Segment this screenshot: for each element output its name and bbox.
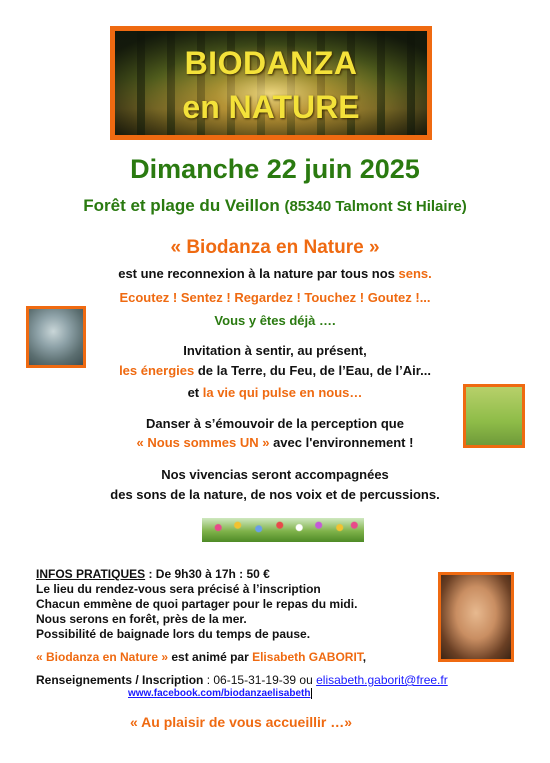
dragonfly-photo [26,306,86,368]
infos-line: Le lieu du rendez-vous sera précisé à l’inscription [36,582,321,596]
facebook-link[interactable]: www.facebook.com/biodanzaelisabeth [128,688,311,699]
email-link[interactable]: elisabeth.gaborit@free.fr [316,673,448,687]
invitation-line1: Invitation à sentir, au présent, [183,343,367,358]
infos-title-line [36,567,357,582]
location-detail: (85340 Talmont St Hilaire) [284,198,467,215]
dance-environment: avec l'environnement ! [269,435,414,450]
infos-title: INFOS PRATIQUES [36,567,146,581]
animator-line [36,650,366,665]
invitation-elements: de la Terre, du Feu, de l’Eau, de l’Air... [194,363,431,378]
infos-block [36,567,357,642]
intro-line1-highlight: sens. [398,266,432,281]
intro-line1 [0,266,550,281]
invitation-energies: les énergies [119,363,195,378]
animator-comma: , [362,650,367,664]
event-date: Dimanche 22 juin 2025 [130,154,420,184]
vivencias-line2: des sons de la nature, de nos voix et de percussions. [110,487,440,502]
banner-title-line1: BIODANZA [184,45,358,81]
animator-by: est animé par [168,650,253,664]
invitation-life: la vie qui pulse en nous… [202,385,363,400]
intro-line3: Vous y êtes déjà …. [214,313,336,328]
location-main: Forêt et plage du Veillon [83,196,280,215]
closing-line: « Au plaisir de vous accueillir …» [130,714,353,730]
vivencias-line1: Nos vivencias seront accompagnées [161,467,389,482]
invitation-and: et [187,385,203,400]
headline: « Biodanza en Nature » [170,237,380,258]
banner-title-line2: en NATURE [182,89,360,125]
dance-line2 [0,435,550,450]
contact-label: Renseignements / Inscription [36,673,204,687]
flowers-strip-image [202,518,364,542]
intro-line1-text: est une reconnexion à la nature par tous nos [118,266,395,281]
contact-line [36,673,448,688]
forest-banner-image [115,31,427,135]
contact-phone: : 06-15-31-19-39 ou [203,673,317,687]
infos-line: Chacun emmène de quoi partager pour le repas du midi. [36,597,358,611]
animator-name: Elisabeth GABORIT [252,650,363,664]
event-location [0,196,550,216]
infos-line: Possibilité de baignade lors du temps de pause. [36,627,311,641]
dance-we-are-one: « Nous sommes UN » [136,435,270,450]
intro-line2: Ecoutez ! Sentez ! Regardez ! Touchez ! Goutez !... [119,290,431,305]
banner-frame [110,26,432,140]
dance-line1: Danser à s’émouvoir de la perception que [146,416,404,431]
infos-schedule-price: : De 9h30 à 17h : 50 € [145,567,270,581]
infos-line: Nous serons en forêt, près de la mer. [36,612,247,626]
invitation-line2 [0,363,550,378]
animator-event-name: « Biodanza en Nature » [36,650,169,664]
animator-portrait [438,572,514,662]
